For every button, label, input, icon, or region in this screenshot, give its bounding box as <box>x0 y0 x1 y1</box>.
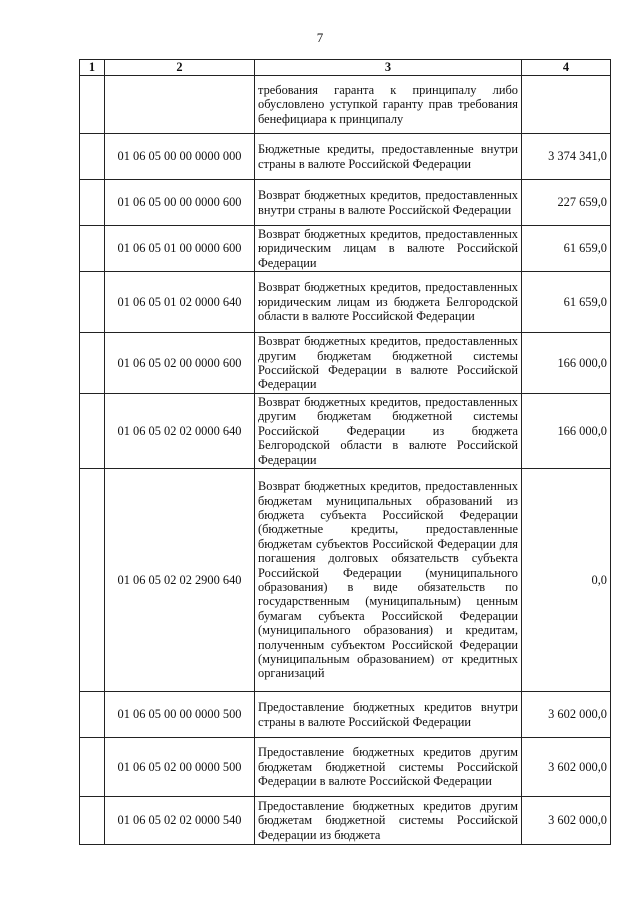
column-header-2: 2 <box>105 60 255 76</box>
classification-code: 01 06 05 01 02 0000 640 <box>105 272 255 333</box>
row-description: Возврат бюджетных кредитов, предоставленных юридическим лицам из бюджета Белгородской области в валюте Российской Федерации <box>255 272 522 333</box>
row-amount: 61 659,0 <box>522 272 611 333</box>
row-amount: 166 000,0 <box>522 394 611 469</box>
row-description: Возврат бюджетных кредитов, предоставленных внутри страны в валюте Российской Федерации <box>255 180 522 226</box>
row-number-cell <box>80 692 105 738</box>
row-amount: 3 602 000,0 <box>522 692 611 738</box>
row-number-cell <box>80 134 105 180</box>
page-number: 7 <box>316 30 324 45</box>
row-number-cell <box>80 180 105 226</box>
table-row <box>80 797 611 845</box>
row-description: Предоставление бюджетных кредитов другим бюджетам бюджетной системы Российской Федерации в валюте Российской Федерации <box>255 738 522 797</box>
row-number-cell <box>80 272 105 333</box>
classification-code <box>105 76 255 134</box>
row-number-cell <box>80 333 105 394</box>
table-row <box>80 180 611 226</box>
row-description: Возврат бюджетных кредитов, предоставленных юридическим лицам в валюте Российской Федерации <box>255 226 522 272</box>
table-row <box>80 469 611 692</box>
row-description: Предоставление бюджетных кредитов внутри страны в валюте Российской Федерации <box>255 692 522 738</box>
row-amount: 0,0 <box>522 469 611 692</box>
row-amount: 166 000,0 <box>522 333 611 394</box>
table-row <box>80 738 611 797</box>
classification-code: 01 06 05 02 02 0000 640 <box>105 394 255 469</box>
row-number-cell <box>80 394 105 469</box>
table-row <box>80 272 611 333</box>
table-row <box>80 394 611 469</box>
row-amount: 227 659,0 <box>522 180 611 226</box>
row-number-cell <box>80 469 105 692</box>
table-row <box>80 134 611 180</box>
classification-code: 01 06 05 00 00 0000 600 <box>105 180 255 226</box>
row-amount: 3 602 000,0 <box>522 797 611 845</box>
classification-code: 01 06 05 02 02 0000 540 <box>105 797 255 845</box>
budget-sources-table <box>79 59 611 845</box>
classification-code: 01 06 05 00 00 0000 000 <box>105 134 255 180</box>
row-amount: 3 374 341,0 <box>522 134 611 180</box>
classification-code: 01 06 05 01 00 0000 600 <box>105 226 255 272</box>
classification-code: 01 06 05 02 00 0000 500 <box>105 738 255 797</box>
row-description: Возврат бюджетных кредитов, предоставленных другим бюджетам бюджетной системы Российской Федерации из бюджета Белгородской области в валюте Российской Федерации <box>255 394 522 469</box>
row-amount: 61 659,0 <box>522 226 611 272</box>
classification-code: 01 06 05 00 00 0000 500 <box>105 692 255 738</box>
row-number-cell <box>80 76 105 134</box>
row-description: Возврат бюджетных кредитов, предоставленных бюджетам муниципальных образований из бюджета субъекта Российской Федерации (бюджетные кредиты, предоставленные бюджетам субъектов Российской Федерации для погашения долговых обязательств субъекта Российской Федерации (муниципального образования) в виде обязательств по государственным (муниципальным) ценным бумагам субъекта Российской Федерации (муниципального образования) и кредитам, полученным субъектом Российской Федерации (муниципальным образованием) от кредитных организаций <box>255 469 522 692</box>
row-number-cell <box>80 797 105 845</box>
row-amount <box>522 76 611 134</box>
header-row <box>80 60 611 76</box>
table-row <box>80 226 611 272</box>
row-description: Возврат бюджетных кредитов, предоставленных другим бюджетам бюджетной системы Российской Федерации в валюте Российской Федерации <box>255 333 522 394</box>
row-number-cell <box>80 226 105 272</box>
row-amount: 3 602 000,0 <box>522 738 611 797</box>
column-header-3: 3 <box>255 60 522 76</box>
column-header-1: 1 <box>80 60 105 76</box>
row-description: Бюджетные кредиты, предоставленные внутри страны в валюте Российской Федерации <box>255 134 522 180</box>
row-description: требования гаранта к принципалу либо обусловлено уступкой гаранту прав требования бенефициара к принципалу <box>255 76 522 134</box>
column-header-4: 4 <box>522 60 611 76</box>
row-number-cell <box>80 738 105 797</box>
table-row <box>80 333 611 394</box>
classification-code: 01 06 05 02 02 2900 640 <box>105 469 255 692</box>
table-row <box>80 76 611 134</box>
table-row <box>80 692 611 738</box>
row-description: Предоставление бюджетных кредитов другим бюджетам бюджетной системы Российской Федерации из бюджета <box>255 797 522 845</box>
classification-code: 01 06 05 02 00 0000 600 <box>105 333 255 394</box>
